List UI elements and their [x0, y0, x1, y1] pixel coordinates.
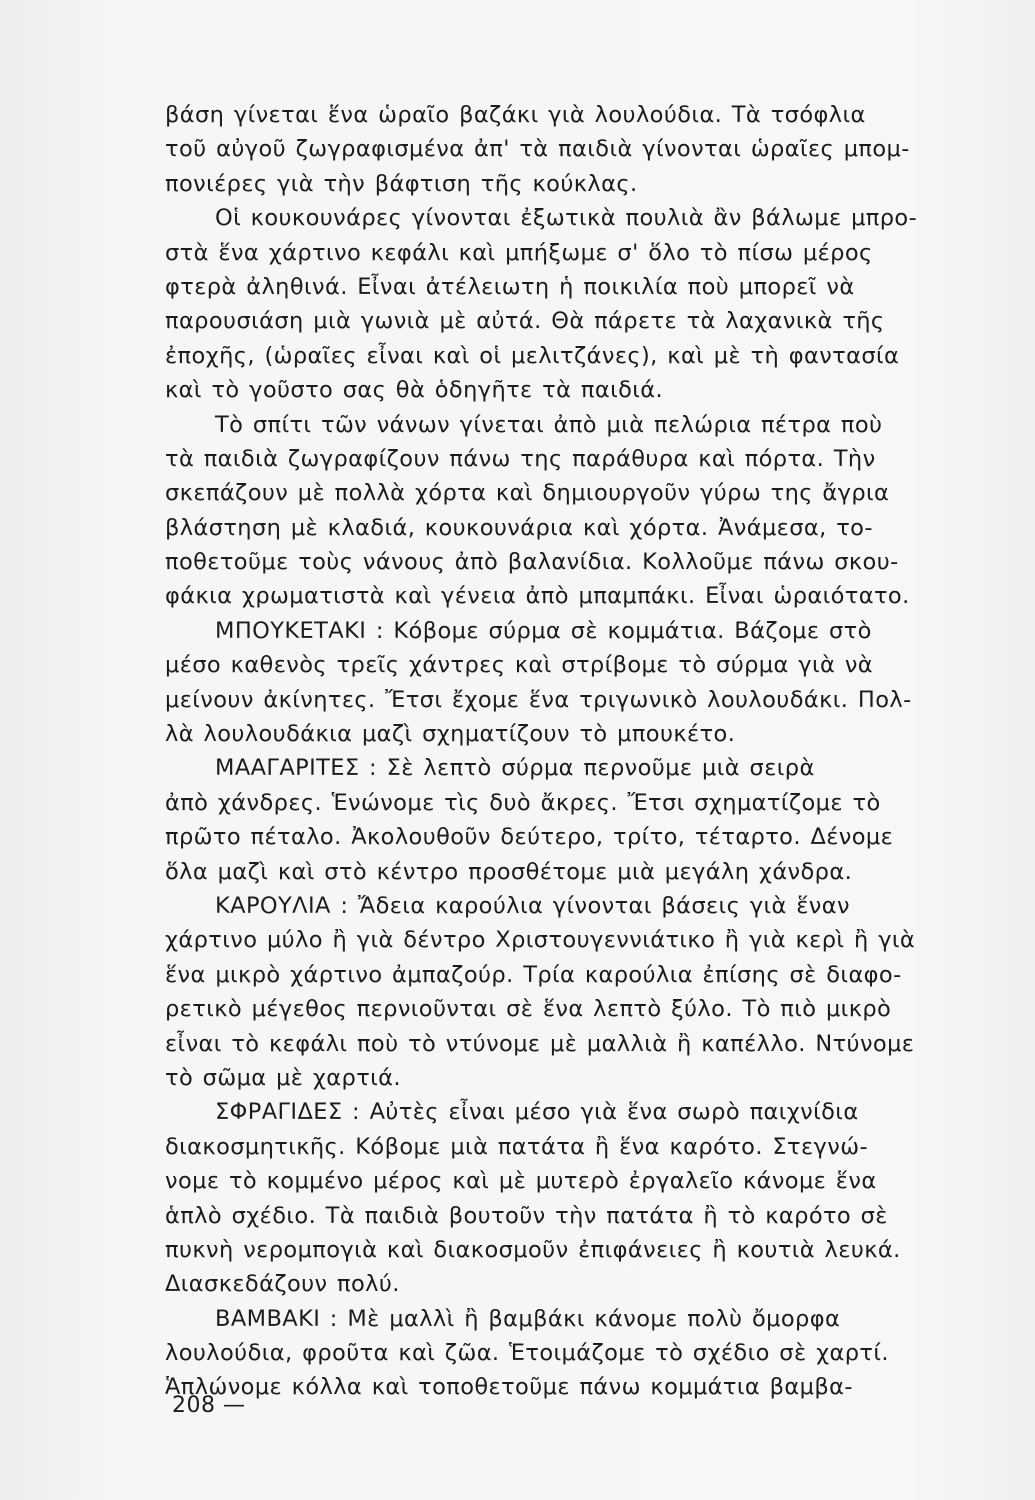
text-line: πονιέρες γιὰ τὴν βάφτιση τῆς κούκλας. [165, 170, 638, 197]
text-line: φάκια χρωματιστὰ καὶ γένεια ἀπὸ μπαμπάκι. Εἶναι ὡραιότατο. [165, 583, 910, 610]
text-line: ἁπλὸ σχέδιο. Τὰ παιδιὰ βουτοῦν τὴν πατάτα ἢ τὸ καρότο σὲ [165, 1202, 888, 1229]
text-line: ΣΦΡΑΓΙΔΕΣ : Αὐτὲς εἶναι μέσο γιὰ ἕνα σωρὸ παιχνίδια [215, 1099, 859, 1126]
text-line: βλάστηση μὲ κλαδιά, κουκουνάρια καὶ χόρτα. Ἀνάμεσα, το- [165, 514, 873, 541]
text-line: φτερὰ ἀληθινά. Εἶναι ἀτέλειωτη ἡ ποικιλία ποὺ μπορεῖ νὰ [165, 273, 855, 300]
text-line: Ἁπλώνομε κόλλα καὶ τοποθετοῦμε πάνω κομμάτια βαμβα- [165, 1374, 853, 1401]
text-line: πρῶτο πέταλο. Ἀκολουθοῦν δεύτερο, τρίτο, τέταρτο. Δένομε [165, 824, 894, 851]
text-line: μέσο καθενὸς τρεῖς χάντρες καὶ στρίβομε τὸ σύρμα γιὰ νὰ [165, 652, 874, 679]
text-line: τὸ σῶμα μὲ χαρτιά. [165, 1064, 401, 1091]
text-line: λουλούδια, φροῦτα καὶ ζῶα. Ἑτοιμάζομε τὸ σχέδιο σὲ χαρτί. [165, 1340, 889, 1367]
text-line: τὰ παιδιὰ ζωγραφίζουν πάνω της παράθυρα καὶ πόρτα. Τὴν [165, 445, 876, 472]
body-text [165, 98, 945, 1405]
text-line: χάρτινο μύλο ἢ γιὰ δέντρο Χριστουγεννιάτικο ἢ γιὰ κερὶ ἢ γιὰ [165, 927, 916, 954]
text-line: στὰ ἕνα χάρτινο κεφάλι καὶ μπήξωμε σ' ὅλο τὸ πίσω μέρος [165, 239, 873, 266]
text-line: ΜΑΑΓΑΡΙΤΕΣ : Σὲ λεπτὸ σύρμα περνοῦμε μιὰ σειρὰ [215, 755, 815, 782]
text-line: ΚΑΡΟΥΛΙΑ : Ἄδεια καρούλια γίνονται βάσεις γιὰ ἕναν [215, 892, 850, 919]
text-line: ποθετοῦμε τοὺς νάνους ἀπὸ βαλανίδια. Κολλοῦμε πάνω σκου- [165, 549, 899, 576]
text-line: διακοσμητικῆς. Κόβομε μιὰ πατάτα ἢ ἕνα καρότο. Στεγνώ- [165, 1133, 868, 1160]
text-line: ἀπὸ χάνδρες. Ἑνώνομε τὶς δυὸ ἄκρες. Ἔτσι σχηματίζομε τὸ [165, 789, 881, 816]
text-line: λὰ λουλουδάκια μαζὶ σχηματίζουν τὸ μπουκέτο. [165, 721, 736, 748]
text-line: εἶναι τὸ κεφάλι ποὺ τὸ ντύνομε μὲ μαλλιὰ ἢ καπέλλο. Ντύνομε [165, 1030, 915, 1057]
text-line: Τὸ σπίτι τῶν νάνων γίνεται ἀπὸ μιὰ πελώρια πέτρα ποὺ [215, 411, 883, 438]
text-line: σκεπάζουν μὲ πολλὰ χόρτα καὶ δημιουργοῦν γύρω της ἄγρια [165, 480, 890, 507]
text-line: ὅλα μαζὶ καὶ στὸ κέντρο προσθέτομε μιὰ μεγάλη χάνδρα. [165, 858, 853, 885]
text-line: ρετικὸ μέγεθος περνιοῦνται σὲ ἕνα λεπτὸ ξύλο. Τὸ πιὸ μικρὸ [165, 996, 892, 1023]
text-line: Οἱ κουκουνάρες γίνονται ἐξωτικὰ πουλιὰ ἂν βάλωμε μπρο- [215, 205, 918, 232]
text-line: ΜΠΟΥΚΕΤΑΚΙ : Κόβομε σύρμα σὲ κομμάτια. Βάζομε στὸ [215, 617, 872, 644]
text-line: νομε τὸ κομμένο μέρος καὶ μὲ μυτερὸ ἐργαλεῖο κάνομε ἕνα [165, 1168, 877, 1195]
page-number: 208 — [172, 1393, 246, 1418]
text-line: ἐποχῆς, (ὡραῖες εἶναι καὶ οἱ μελιτζάνες), καὶ μὲ τὴ φαντασία [165, 342, 900, 369]
text-line: Διασκεδάζουν πολύ. [165, 1271, 400, 1298]
text-line: καὶ τὸ γοῦστο σας θὰ ὁδηγῆτε τὰ παιδιά. [165, 377, 664, 404]
text-line: τοῦ αὐγοῦ ζωγραφισμένα ἀπ' τὰ παιδιὰ γίνονται ὡραῖες μπομ- [165, 136, 910, 163]
text-line: μείνουν ἀκίνητες. Ἔτσι ἔχομε ἕνα τριγωνικὸ λουλουδάκι. Πολ- [165, 686, 912, 713]
text-line: ἕνα μικρὸ χάρτινο ἀμπαζούρ. Τρία καρούλια ἐπίσης σὲ διαφο- [165, 961, 902, 988]
text-line: πυκνὴ νερομπογιὰ καὶ διακοσμοῦν ἐπιφάνειες ἢ κουτιὰ λευκά. [165, 1236, 901, 1263]
text-line: παρουσιάση μιὰ γωνιὰ μὲ αὐτά. Θὰ πάρετε τὰ λαχανικὰ τῆς [165, 308, 885, 335]
text-line: ΒΑΜΒΑΚΙ : Μὲ μαλλὶ ἢ βαμβάκι κάνομε πολὺ ὄμορφα [215, 1305, 841, 1332]
text-line: βάση γίνεται ἕνα ὡραῖο βαζάκι γιὰ λουλούδια. Τὰ τσόφλια [165, 102, 866, 128]
